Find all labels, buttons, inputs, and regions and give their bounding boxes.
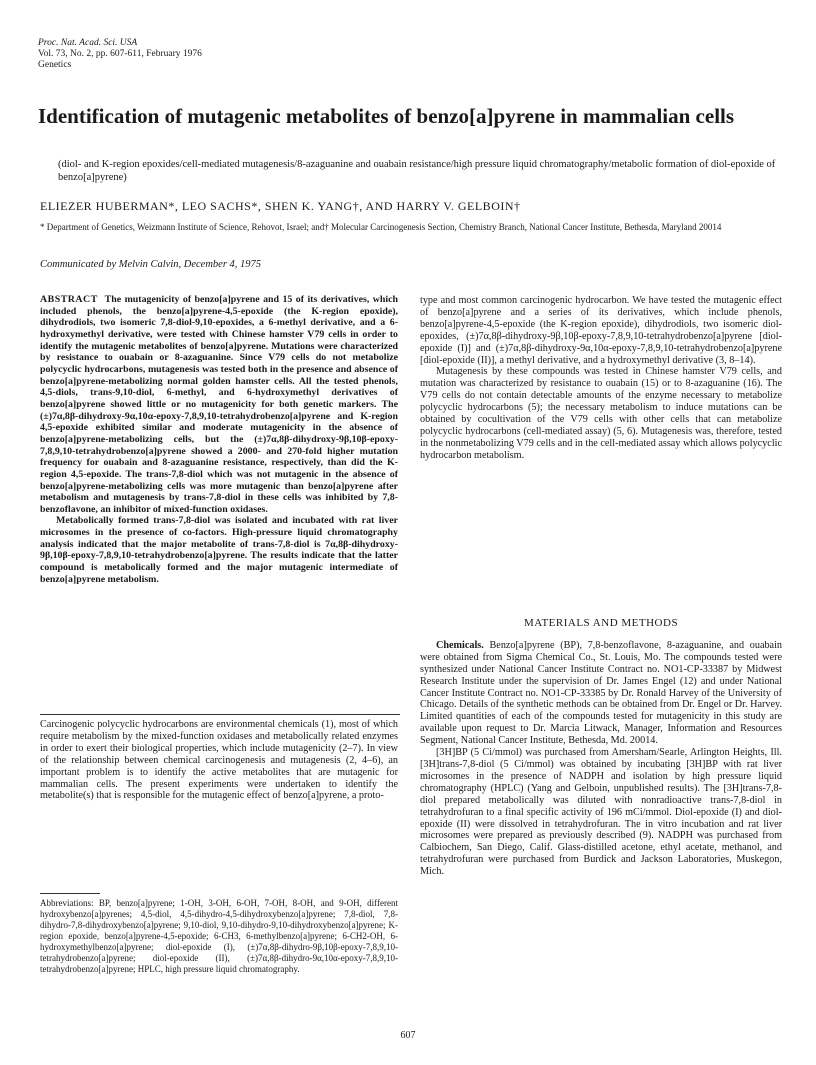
footnote-divider	[40, 893, 100, 894]
section-heading: MATERIALS AND METHODS	[523, 617, 679, 629]
keywords: (diol- and K-region epoxides/cell-mediated mutagenesis/8-azaguanine and ouabain resistance/high pressure liquid chromatography/metabolic formation of diol-epoxide of benzo[a]pyrene)	[58, 159, 776, 183]
materials-methods	[420, 618, 782, 878]
communicated-by: Communicated by Melvin Calvin, December 4, 1975	[40, 259, 262, 270]
abstract-label: ABSTRACT	[40, 294, 98, 305]
abbreviations-footnote: Abbreviations: BP, benzo[a]pyrene; 1-OH, 3-OH, 6-OH, 7-OH, 8-OH, and 9-OH, different hydroxybenzo[a]pyrenes; 4,5-diol, 4,5-dihydro-4,5-dihydroxybenzo[a]pyrene; 7,8-diol, 7,8-dihydro-7,8-dihydroxybenzo[a]pyrene; 9,10-diol, 9,10-dihydro-9,10-dihydroxybenzo[a]pyrene; K-region epoxide, benzo[a]pyrene-4,5-epoxide; 6-CH3, 6-methylbenzo[a]pyrene; 6-CH2-OH, 6-hydroxymethylbenzo[a]pyrene; diol-epoxide (I), (±)7α,8β-dihydro-9β,10β-epoxy-7,8,9,10-tetrahydrobenzo[a]pyrene; diol-epoxide (II), (±)7α,8β-dihydro-9α,10α-epoxy-7,8,9,10-tetrahydrobenzo[a]pyrene; HPLC, high pressure liquid chromatography.	[40, 898, 398, 974]
methods-paragraph-2: [3H]BP (5 Ci/mmol) was purchased from Amersham/Searle, Arlington Heights, Ill. [3H]trans-7,8-diol (5 Ci/mmol) was obtained by incubating [3H]BP with rat liver microsomes in the presence of NADPH and isolation by high pressure liquid chromatography (HPLC) (Yang and Gelboin, unpublished results). The [3H]trans-7,8-diol prepared metabolically was diluted with nonradioactive trans-7,8-diol in tetrahydrofuran to a final specific activity of 196 mCi/mmol. Diol-epoxide (I) and diol-epoxide (II) were dissolved in tetrahydrofuran. The in vitro incubation and rat liver microsomes were prepared as previously described (9). NADPH was purchased from Calbiochem, San Diego, Calif. Glass-distilled acetone, ethyl acetate, methanol, and tetrahydrofuran were purchased from Burdick and Jackson Laboratories, Muskegon, Mich.	[420, 747, 782, 878]
journal-volume: Vol. 73, No. 2, pp. 607-611, February 1976	[38, 49, 202, 59]
chemicals-text: Benzo[a]pyrene (BP), 7,8-benzoflavone, 8-azaguanine, and ouabain were obtained from Sigma Chemical Co., St. Louis, Mo. The compounds tested were synthesized under National Cancer Institute Contract no. NO1-CP-33387 by Midwest Research Institute under the supervision of Dr. James Engel (12) and under National Cancer Institute Contract no. NO1-CP-33385 by Dr. Ronald Harvey of the University of Chicago. Details of the synthetic methods can be obtained from Dr. Engel or Dr. Harvey. Limited quantities of each of the compounds tested for mutagenicity in this study are available upon request to Dr. Marcia Litwack, Manager, Information and Resources Segment, National Cancer Institute, Bethesda, Md. 20014.	[420, 639, 783, 747]
intro-paragraph-2: Mutagenesis by these compounds was tested in Chinese hamster V79 cells, and mutation was characterized by resistance to ouabain (15) or to 8-azaguanine (16). The V79 cells do not contain detectable amounts of the enzyme necessary to metabolize polycyclic hydrocarbons (5); the necessary metabolism to induce mutations can be obtained by cocultivation of the V79 cells with other cells that can metabolize polycyclic hydrocarbons (cell-mediated assay) (5, 6). Mutagenesis was, therefore, tested in the nonmetabolizing V79 cells and in the cell-mediated assay which allows polycyclic hydrocarbon metabolism.	[420, 366, 782, 461]
journal-header	[38, 38, 202, 71]
abstract-text-2: Metabolically formed trans-7,8-diol was isolated and incubated with rat liver microsomes in the presence of co-factors. High-pressure liquid chromatography analysis indicated that the major metabolite of trans-7,8-diol is 7α,8β-dihydroxy-9β,10β-epoxy-7,8,9,10-tetrahydrobenzo[a]pyrene. The results indicate that the latter compound is metabolically formed and the major mutagenic intermediate of benzo[a]pyrene metabolism.	[40, 515, 398, 585]
paper-title: Identification of mutagenic metabolites of benzo[a]pyrene in mammalian cells	[38, 104, 735, 128]
page-number: 607	[400, 1030, 416, 1041]
journal-section: Genetics	[38, 60, 72, 70]
journal-name: Proc. Nat. Acad. Sci. USA	[38, 38, 138, 48]
abstract-text: The mutagenicity of benzo[a]pyrene and 15 of its derivatives, which included phenols, the benzo[a]pyrene-4,5-epoxide (the K-region epoxide), dihydrodiols, two isomeric 7,8-diol-9,10-epoxides, a 6-methyl derivative, and a 6-hydroxymethyl derivative, were tested with Chinese hamster V79 cells in order to identify the mutagenic metabolites of benzo[a]pyrene. Mutations were characterized by resistance to ouabain or 8-azaguanine. Since V79 cells do not metabolize polycyclic hydrocarbons, mutagenesis was tested both in the presence and absence of benzo[a]pyrene-metabolizing normal golden hamster cells. All the tested phenols, 4,5-diols, trans-9,10-diol, 6-methyl, and 6-hydroxymethyl derivatives of benzo[a]pyrene showed little or no mutagenicity for both genetic markers. The (±)7α,8β-dihydroxy-9α,10α-epoxy-7,8,9,10-tetrahydrobenzo[a]pyrene and K-region 4,5-epoxide exhibited similar and moderate mutagenicity in the absence of benzo[a]pyrene-metabolizing cells, but the (±)7α,8β-dihydroxy-9β,10β-epoxy-7,8,9,10-tetrahydrobenzo[a]pyrene showed a 2000- and 270-fold higher mutation frequency for ouabain and 8-azaguanine resistance, respectively, than did the K-region 4,5-epoxide. The trans-7,8-diol which was not mutagenic in the absence of benzo[a]pyrene-metabolizing cells was more mutagenic than benzo[a]pyrene after metabolism and mutagenesis by trans-7,8-diol in these cells was inhibited by 7,8-benzoflavone, an inhibitor of mixed-function oxidases.	[40, 294, 398, 515]
chemicals-label: Chemicals.	[436, 639, 484, 651]
intro-paragraph: Carcinogenic polycyclic hydrocarbons are environmental chemicals (1), most of which require metabolism by the mixed-function oxidases and metabolically related enzymes in order to exert their biological properties, which include mutagenicity (2–7). In view of the relationship between chemical carcinogenesis and mutagenesis (2, 4–6), an important problem is to identify the active metabolites that are mutagenic for mammalian cells. The present experiments were undertaken to identify the metabolite(s) that is responsible for the mutagenic effect of benzo[a]pyrene, a proto-	[40, 719, 398, 802]
affiliations: * Department of Genetics, Weizmann Institute of Science, Rehovot, Israel; and† Molecular Carcinogenesis Section, Chemistry Branch, National Cancer Institute, Bethesda, Maryland 20014	[40, 222, 722, 232]
intro-continuation: type and most common carcinogenic hydrocarbon. We have tested the mutagenic effect of benzo[a]pyrene and a series of its derivatives, which include phenols, benzo[a]pyrene-4,5-epoxide (the K-region epoxide), dihydrodiols, two isomeric diol-epoxides, (±)7α,8β-dihydroxy-9β,10β-epoxy-7,8,9,10-tetrahydrobenzo[a]pyrene [diol-epoxide (I)] and (±)7α,8β-dihydroxy-9α,10α-epoxy-7,8,9,10-tetrahydrobenzo[a]pyrene [diol-epoxide (II)], a methyl derivative, and a hydroxymethyl derivative (3, 8–14).	[420, 295, 782, 366]
introduction-text	[40, 719, 398, 802]
right-column-intro	[420, 295, 782, 462]
authors: ELIEZER HUBERMAN*, LEO SACHS*, SHEN K. YANG†, AND HARRY V. GELBOIN†	[40, 199, 521, 213]
abstract	[40, 294, 398, 585]
abstract-divider	[40, 714, 400, 715]
